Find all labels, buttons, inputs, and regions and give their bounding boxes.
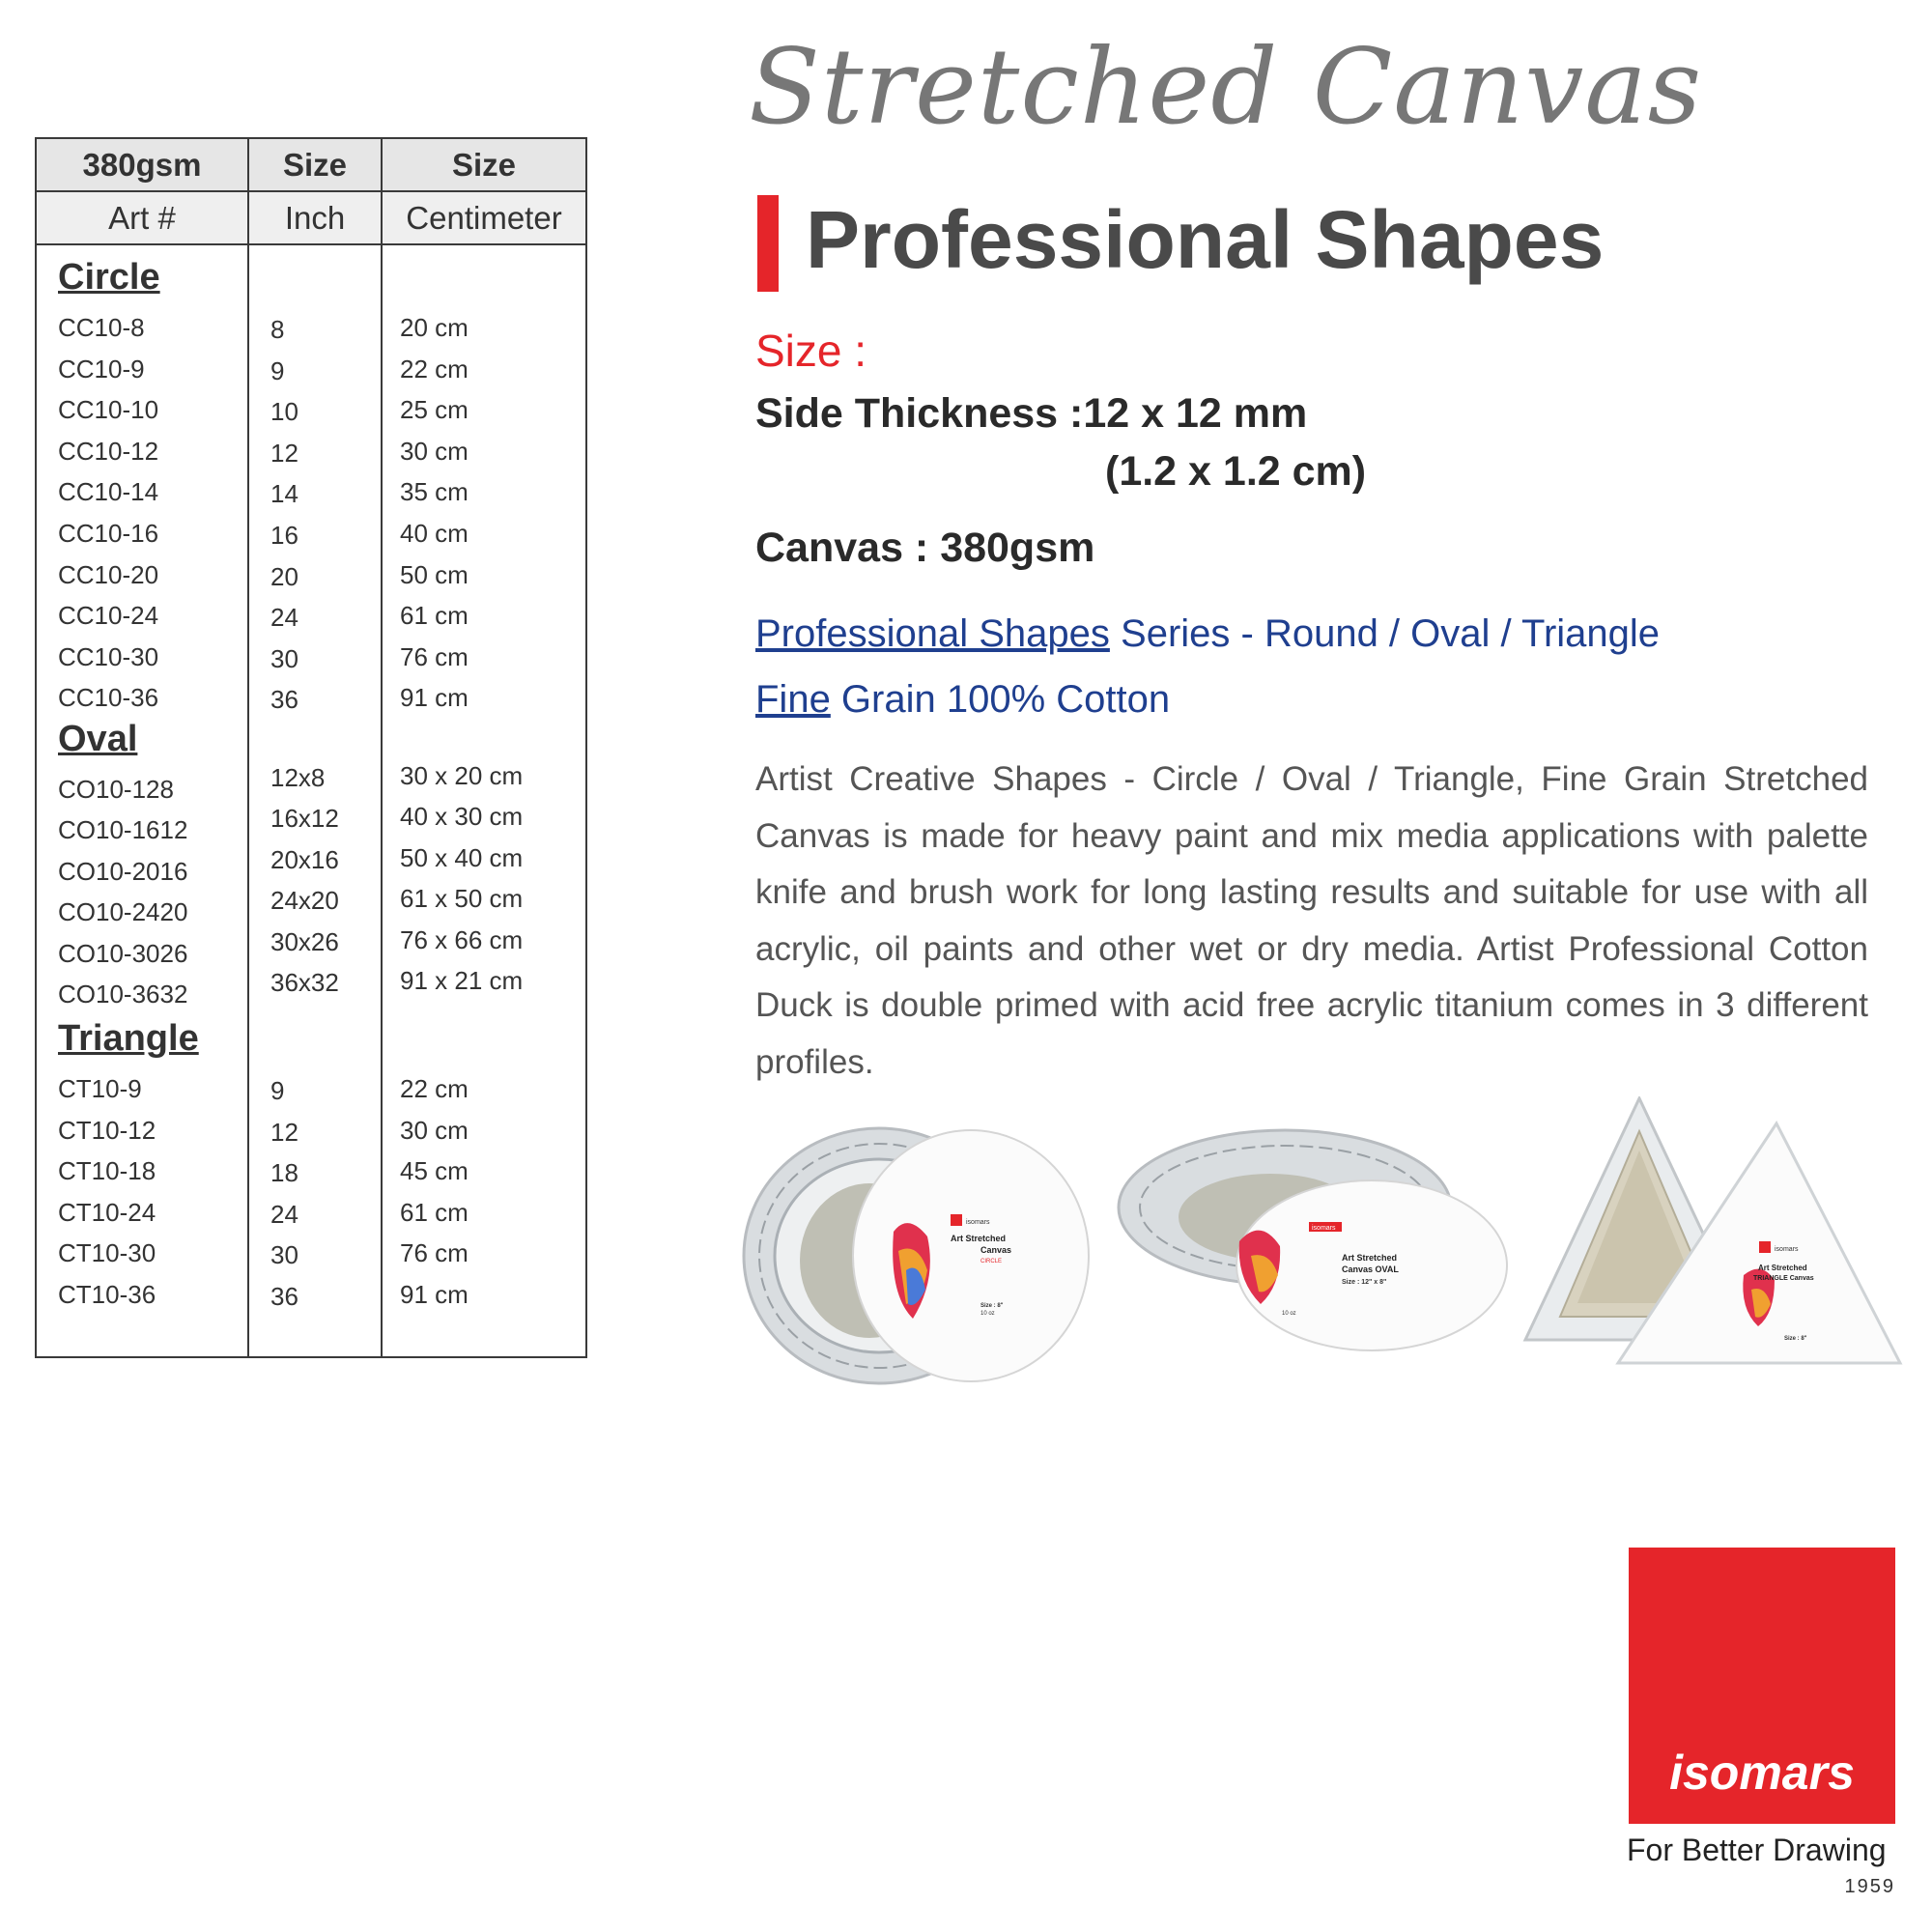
cm-cell: 76 x 66 cm	[400, 924, 524, 954]
art-number-cell: CC10-9	[58, 354, 145, 384]
script-title: Stretched Canvas	[749, 27, 1703, 148]
triangle-label-brand: isomars	[1775, 1246, 1799, 1253]
cm-cell: 22 cm	[400, 354, 469, 384]
header-inch: Inch	[284, 200, 346, 236]
inch-cell: 30	[270, 1240, 298, 1270]
art-number-cell: CO10-2016	[58, 856, 188, 886]
circle-canvas-image	[734, 1125, 1092, 1386]
art-number-cell: CC10-10	[58, 395, 159, 425]
header-size-inch: Size	[282, 147, 348, 183]
inch-cell: 9	[270, 1076, 285, 1105]
cm-cell: 50 cm	[400, 559, 469, 589]
art-number-cell: CO10-3026	[58, 938, 188, 968]
inch-cell: 9	[270, 355, 285, 385]
circle-label-shape: CIRCLE	[980, 1259, 1003, 1264]
art-number-cell: CC10-14	[58, 477, 159, 507]
art-number-cell: CT10-12	[58, 1115, 156, 1145]
inch-cell: 16	[270, 521, 298, 550]
cm-cell: 76 cm	[400, 641, 469, 671]
inch-cell: 8	[270, 315, 285, 344]
size-label: Size :	[755, 326, 867, 376]
header-art-number: Art #	[108, 200, 176, 236]
series-rest: Series - Round / Oval / Triangle	[1109, 612, 1661, 655]
brand-name: isomars	[1669, 1746, 1855, 1800]
inch-cell: 12x8	[270, 763, 326, 792]
inch-cell: 20x16	[270, 844, 339, 874]
brand-year: 1959	[1844, 1876, 1895, 1897]
circle-label-size: Size : 8"	[980, 1303, 1004, 1309]
cm-cell: 22 cm	[400, 1074, 469, 1103]
art-number-cell: CO10-2420	[58, 897, 188, 927]
inch-cell: 36	[270, 1282, 298, 1311]
inch-cell: 36x32	[270, 968, 339, 997]
cm-cell: 45 cm	[400, 1156, 469, 1186]
canvas-spec: Canvas : 380gsm	[755, 525, 1095, 571]
art-number-cell: CO10-128	[58, 775, 174, 804]
cm-cell: 30 cm	[400, 436, 469, 466]
art-number-cell: CC10-24	[58, 601, 159, 631]
section-title-triangle: Triangle	[58, 1018, 199, 1059]
oval-label-brand: isomars	[1312, 1225, 1336, 1232]
inch-cell: 18	[270, 1158, 298, 1188]
oval-canvas-image	[1116, 1125, 1512, 1357]
grain-link[interactable]: Fine	[755, 678, 831, 721]
art-number-cell: CC10-16	[58, 519, 159, 548]
inch-cell: 12	[270, 1117, 298, 1147]
header-size-cm: Size	[451, 147, 517, 183]
cm-cell: 61 x 50 cm	[400, 884, 524, 914]
product-description: Artist Creative Shapes - Circle / Oval / Triangle, Fine Grain Stretched Canvas is made for heavy paint and mix media applications with palette knife and brush work for long lasting results and suitable for use with all acrylic, oil paints and other wet or dry media. Artist Professional Cotton Duck is double primed with acid free acrylic titanium comes in 3 different profiles.	[755, 760, 1868, 1081]
section-title-oval: Oval	[58, 719, 138, 759]
art-number-cell: CC10-20	[58, 559, 159, 589]
cm-cell: 91 x 21 cm	[400, 966, 524, 995]
brand-tagline: For Better Drawing	[1627, 1833, 1887, 1867]
triangle-label-title-2: TRIANGLE Canvas	[1753, 1275, 1814, 1282]
art-number-cell: CT10-24	[58, 1197, 156, 1227]
cm-cell: 76 cm	[400, 1238, 469, 1268]
cm-cell: 35 cm	[400, 477, 469, 507]
cm-cell: 20 cm	[400, 313, 469, 342]
series-line	[755, 612, 1660, 656]
art-number-cell: CT10-18	[58, 1156, 156, 1186]
art-number-cell: CT10-30	[58, 1238, 156, 1268]
inch-cell: 36	[270, 685, 298, 715]
art-number-cell: CO10-1612	[58, 815, 188, 845]
inch-cell: 24x20	[270, 886, 339, 916]
series-link[interactable]: Professional Shapes	[755, 612, 1110, 655]
cm-cell: 91 cm	[400, 1280, 469, 1309]
circle-label-brand: isomars	[966, 1219, 990, 1226]
header-gsm: 380gsm	[82, 147, 202, 183]
circle-label-title-1: Art Stretched	[951, 1234, 1007, 1243]
grain-rest: Grain 100% Cotton	[830, 678, 1171, 721]
inch-cell: 20	[270, 561, 298, 591]
triangle-canvas-image	[1521, 1096, 1908, 1372]
section-title-circle: Circle	[58, 257, 160, 298]
cm-cell: 50 x 40 cm	[400, 842, 524, 872]
inch-cell: 10	[270, 397, 298, 427]
triangle-label-size: Size : 8"	[1784, 1336, 1807, 1342]
art-number-cell: CT10-36	[58, 1280, 156, 1309]
cm-cell: 40 x 30 cm	[400, 802, 524, 832]
inch-cell: 12	[270, 438, 298, 468]
cm-cell: 25 cm	[400, 395, 469, 425]
inch-cell: 14	[270, 479, 298, 509]
inch-cell: 30x26	[270, 926, 339, 956]
page-title: Professional Shapes	[806, 194, 1605, 285]
circle-label-weight: 10 oz	[980, 1311, 995, 1317]
cm-cell: 61 cm	[400, 601, 469, 631]
art-number-cell: CT10-9	[58, 1074, 142, 1103]
art-number-cell: CO10-3632	[58, 980, 188, 1009]
column-divider-2	[381, 139, 383, 1356]
oval-label-weight: 10 oz	[1282, 1311, 1296, 1317]
cm-cell: 30 cm	[400, 1115, 469, 1145]
grain-line	[755, 678, 1170, 722]
inch-cell: 30	[270, 643, 298, 673]
circle-label-title-2: Canvas	[980, 1245, 1012, 1255]
art-number-cell: CC10-12	[58, 436, 159, 466]
cm-cell: 40 cm	[400, 519, 469, 548]
oval-label-size: Size : 12" x 8"	[1342, 1279, 1387, 1286]
inch-cell: 16x12	[270, 804, 339, 834]
oval-label-title-1: Art Stretched	[1342, 1253, 1398, 1263]
header-centimeter: Centimeter	[406, 200, 562, 236]
brand-logo	[1629, 1548, 1895, 1824]
art-number-cell: CC10-36	[58, 683, 159, 713]
inch-cell: 24	[270, 603, 298, 633]
cm-cell: 91 cm	[400, 683, 469, 713]
side-thickness: Side Thickness :12 x 12 mm	[755, 390, 1308, 437]
triangle-label-title-1: Art Stretched	[1758, 1264, 1807, 1272]
cm-cell: 61 cm	[400, 1197, 469, 1227]
inch-cell: 24	[270, 1199, 298, 1229]
art-number-cell: CC10-8	[58, 313, 145, 342]
side-thickness-cm: (1.2 x 1.2 cm)	[1105, 448, 1367, 495]
oval-label-title-2: Canvas OVAL	[1342, 1264, 1399, 1274]
column-divider-1	[247, 139, 249, 1356]
spec-table	[35, 137, 587, 1358]
title-accent-bar	[757, 195, 779, 292]
art-number-cell: CC10-30	[58, 641, 159, 671]
cm-cell: 30 x 20 cm	[400, 761, 524, 790]
